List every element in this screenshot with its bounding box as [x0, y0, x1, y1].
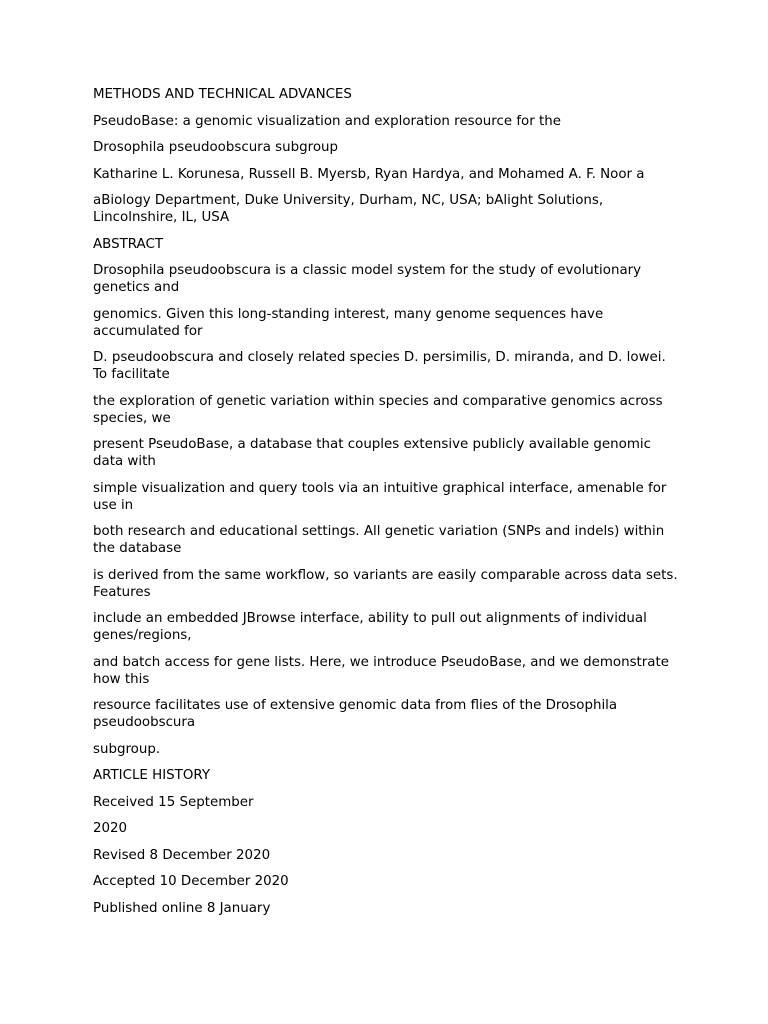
- history-line: Accepted 10 December 2020: [93, 874, 289, 889]
- abstract-line: the exploration of genetic variation within species and comparative genomics across species, we: [93, 393, 663, 426]
- abstract-line: subgroup.: [93, 741, 161, 757]
- title-line-1: PseudoBase: a genomic visualization and exploration resource for the: [93, 113, 561, 129]
- abstract-line: simple visualization and query tools via an intuitive graphical interface, amenable for use in: [93, 480, 667, 513]
- history-line: Published online 8 January: [93, 900, 271, 916]
- title-line-2: Drosophila pseudoobscura subgroup: [93, 140, 339, 155]
- section-heading: METHODS AND TECHNICAL ADVANCES: [93, 87, 352, 102]
- history-line: 2020: [93, 821, 128, 836]
- history-line: Revised 8 December 2020: [93, 847, 271, 863]
- abstract-line: and batch access for gene lists. Here, we introduce PseudoBase, and we demonstrate how this: [93, 654, 669, 687]
- abstract-line: include an embedded JBrowse interface, ability to pull out alignments of individual genes/regions,: [93, 611, 647, 643]
- authors: Katharine L. Korunesa, Russell B. Myersb, Ryan Hardya, and Mohamed A. F. Noor a: [93, 166, 645, 182]
- abstract-line: present PseudoBase, a database that couples extensive publicly available genomic data with: [93, 437, 651, 469]
- abstract-line: both research and educational settings. All genetic variation (SNPs and indels) within the database: [93, 524, 665, 556]
- abstract-line: is derived from the same workflow, so variants are easily comparable across data sets. Features: [93, 567, 678, 600]
- abstract-line: resource facilitates use of extensive genomic data from flies of the Drosophila pseudoobscura: [93, 698, 618, 730]
- abstract-line: Drosophila pseudoobscura is a classic model system for the study of evolutionary genetics and: [93, 263, 642, 295]
- history-heading: ARTICLE HISTORY: [93, 768, 211, 783]
- affiliations: aBiology Department, Duke University, Durham, NC, USA; bAlight Solutions, Lincolnshire, IL, USA: [93, 193, 604, 225]
- abstract-line: genomics. Given this long-standing interest, many genome sequences have accumulated for: [93, 306, 604, 339]
- document-page: [93, 86, 683, 926]
- history-line: Received 15 September: [93, 794, 254, 810]
- abstract-line: D. pseudoobscura and closely related species D. persimilis, D. miranda, and D. lowei. To facilitate: [93, 350, 666, 382]
- abstract-heading: ABSTRACT: [93, 236, 164, 252]
